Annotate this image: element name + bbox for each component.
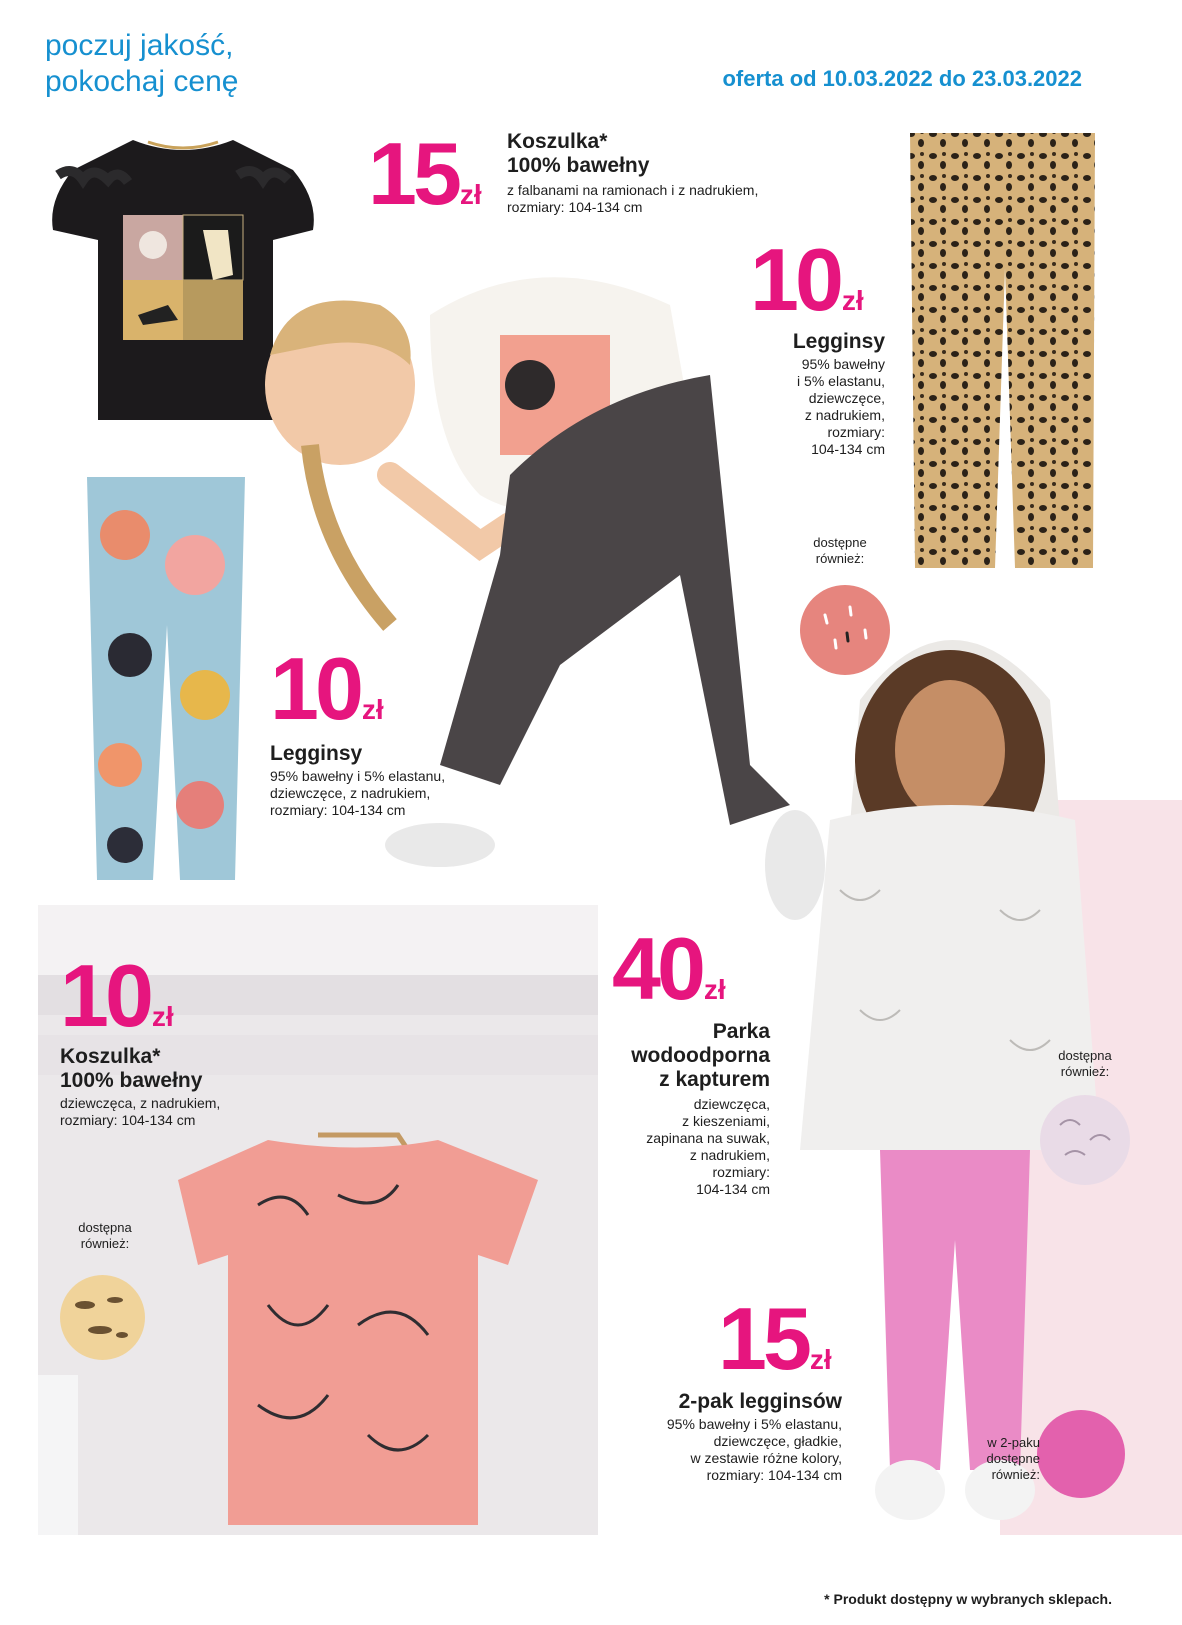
parka-info bbox=[580, 1020, 770, 1198]
price-currency: zł bbox=[151, 1001, 174, 1032]
footnote: * Produkt dostępny w wybranych sklepach. bbox=[824, 1591, 1112, 1607]
price-leggings-2pack bbox=[718, 1289, 832, 1388]
offer-dates: oferta od 10.03.2022 do 23.03.2022 bbox=[722, 66, 1082, 91]
slogan-line-2: pokochaj cenę bbox=[45, 65, 239, 98]
product-title-line: wodoodporna bbox=[631, 1044, 770, 1067]
price-value: 15 bbox=[368, 124, 458, 223]
price-value: 10 bbox=[270, 639, 360, 738]
product-desc-line: dziewczęce, z nadrukiem, bbox=[270, 785, 431, 801]
product-desc-line: zapinana na suwak, bbox=[646, 1130, 770, 1146]
avail-line: dostępne bbox=[986, 1451, 1040, 1466]
parka-availability-label bbox=[1035, 1048, 1135, 1080]
product-desc-line: dziewczęce, bbox=[808, 390, 885, 406]
product-subtitle: 100% bawełny bbox=[507, 154, 650, 177]
avail-line: również: bbox=[1060, 1064, 1110, 1079]
price-pink-tshirt bbox=[60, 946, 174, 1045]
product-desc-line: rozmiary: bbox=[827, 424, 885, 440]
product-title: Koszulka* bbox=[507, 130, 608, 153]
price-value: 15 bbox=[718, 1289, 808, 1388]
price-currency: zł bbox=[809, 1344, 832, 1375]
price-currency: zł bbox=[459, 179, 482, 210]
product-desc-line: z nadrukiem, bbox=[689, 1147, 770, 1163]
product-subtitle: 100% bawełny bbox=[60, 1069, 203, 1092]
product-title: 2-pak legginsów bbox=[678, 1390, 842, 1413]
product-title: Koszulka* bbox=[60, 1045, 161, 1068]
leopard-leggings-photo bbox=[905, 128, 1100, 576]
product-desc-line: 95% bawełny i 5% elastanu, bbox=[666, 1416, 842, 1432]
avail-line: również: bbox=[815, 551, 865, 566]
leaves-leggings-photo bbox=[85, 475, 250, 885]
price-currency: zł bbox=[361, 694, 384, 725]
price-value: 10 bbox=[750, 230, 840, 329]
product-desc-line: z kieszeniami, bbox=[682, 1113, 770, 1129]
price-leaves-leggings bbox=[270, 639, 384, 738]
product-desc-line: 104-134 cm bbox=[696, 1181, 770, 1197]
product-desc-line: 95% bawełny bbox=[801, 356, 885, 372]
product-desc-line: rozmiary: 104-134 cm bbox=[60, 1112, 196, 1128]
parka-color-swatch bbox=[1040, 1095, 1130, 1185]
leaves-leggings-info bbox=[270, 742, 510, 819]
avail-line: również: bbox=[80, 1236, 130, 1251]
price-currency: zł bbox=[703, 974, 726, 1005]
product-desc-line: 95% bawełny i 5% elastanu, bbox=[270, 768, 446, 784]
product-title: Legginsy bbox=[792, 330, 885, 353]
leggings-2pack-info bbox=[600, 1390, 842, 1484]
tshirt-color-swatch bbox=[60, 1275, 145, 1360]
leggings-2pack-availability-label bbox=[945, 1435, 1040, 1483]
avail-line: dostępna bbox=[78, 1220, 132, 1235]
leggings-availability-label bbox=[790, 535, 890, 567]
leggings-2pack-color-swatch bbox=[1037, 1410, 1125, 1498]
product-desc-line: rozmiary: 104-134 cm bbox=[706, 1467, 842, 1483]
product-desc-line: rozmiary: 104-134 cm bbox=[507, 199, 643, 215]
product-desc-line: rozmiary: 104-134 cm bbox=[270, 802, 406, 818]
tshirt-availability-label bbox=[55, 1220, 155, 1252]
product-title-line: Parka bbox=[712, 1020, 770, 1043]
product-desc-line: w zestawie różne kolory, bbox=[690, 1450, 842, 1466]
product-desc-line: z falbanami na ramionach i z nadrukiem, bbox=[507, 182, 759, 198]
price-ruffle-tshirt bbox=[368, 124, 482, 223]
product-desc-line: dziewczęca, bbox=[693, 1096, 770, 1112]
avail-line: dostępne bbox=[813, 535, 867, 550]
product-desc-line: 104-134 cm bbox=[811, 441, 885, 457]
slogan bbox=[45, 28, 238, 100]
product-desc-line: z nadrukiem, bbox=[804, 407, 885, 423]
product-desc-line: dziewczęce, gładkie, bbox=[713, 1433, 842, 1449]
price-leopard-leggings bbox=[750, 230, 864, 329]
slogan-line-1: poczuj jakość, bbox=[45, 29, 234, 62]
avail-line: dostępna bbox=[1058, 1048, 1112, 1063]
product-desc-line: rozmiary: bbox=[712, 1164, 770, 1180]
ruffle-tshirt-info bbox=[507, 130, 837, 216]
pink-tshirt-info bbox=[60, 1045, 280, 1129]
product-title: Legginsy bbox=[270, 742, 363, 765]
leopard-leggings-info bbox=[720, 330, 885, 458]
product-title-line: z kapturem bbox=[659, 1068, 770, 1091]
price-parka bbox=[612, 919, 726, 1018]
product-desc-line: dziewczęca, z nadrukiem, bbox=[60, 1095, 221, 1111]
avail-line: w 2-paku bbox=[987, 1435, 1040, 1450]
price-value: 10 bbox=[60, 946, 150, 1045]
product-desc-line: i 5% elastanu, bbox=[797, 373, 885, 389]
price-currency: zł bbox=[841, 285, 864, 316]
price-value: 40 bbox=[612, 919, 702, 1018]
avail-line: również: bbox=[991, 1467, 1040, 1482]
